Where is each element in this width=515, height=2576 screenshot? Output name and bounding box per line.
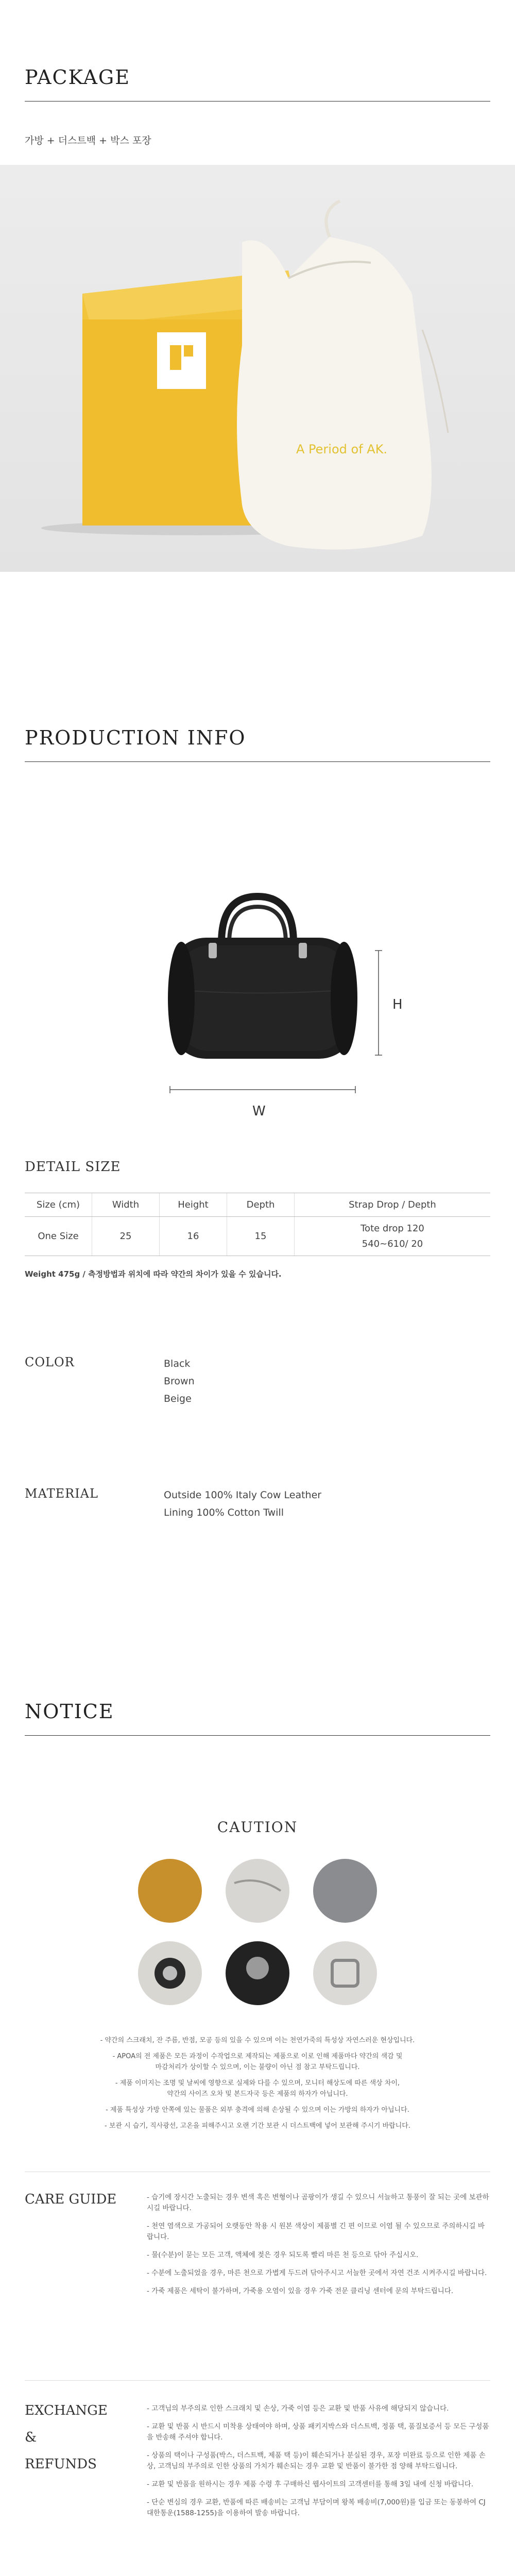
production-info-divider <box>25 761 490 762</box>
box-logo-icon <box>157 332 206 389</box>
care-item: - 천연 염색으로 가공되어 오랫동안 착용 시 원본 색상이 제품별 긴 편 이므로 이염 될 수 있으므로 주의하시길 바랍니다. <box>147 2222 485 2241</box>
caution-heading: CAUTION <box>217 1819 298 1836</box>
notice-line: - 보관 시 습기, 직사광선, 고온을 피해주시고 오랜 기간 보관 시 더스트백에 넣어 보관해 주시기 바랍니다. <box>105 2122 410 2130</box>
grain-texture-icon <box>313 1859 377 1923</box>
care-guide-list <box>147 2192 489 2304</box>
notice-title: NOTICE <box>25 1700 114 1723</box>
notice-line: - 제품 특성상 가방 안쪽에 있는 물품은 외부 충격에 의해 손상될 수 있으며 이는 가방의 하자가 아닙니다. <box>106 2106 409 2114</box>
bag-illustration <box>0 773 515 1144</box>
notice-line: - 제품 이미지는 조명 및 날씨에 영향으로 실제와 다를 수 있으며, 모니터 해상도에 따른 색상 차이, <box>115 2079 400 2087</box>
notice-line: 마감처리가 상이할 수 있으며, 이는 불량이 아닌 점 참고 부탁드립니다. <box>155 2063 360 2071</box>
table-cell: One Size <box>25 1217 92 1256</box>
table-cell: 16 <box>160 1217 227 1256</box>
product-photo <box>0 773 515 1144</box>
leather-texture-icon <box>138 1859 202 1923</box>
material-label: MATERIAL <box>25 1486 98 1501</box>
exchange-item: - 고객님의 부주의로 인한 스크래치 및 손상, 가죽 이염 등은 교환 및 반품 사유에 해당되지 않습니다. <box>147 2404 449 2413</box>
strap-tote-drop: Tote drop 120 <box>360 1223 424 1234</box>
table-header: Strap Drop / Depth <box>295 1193 491 1217</box>
exchange-title-line: & <box>25 2430 37 2445</box>
color-list <box>164 1355 195 1408</box>
exchange-title-line: EXCHANGE <box>25 2403 108 2418</box>
detail-size-title: DETAIL SIZE <box>25 1159 121 1175</box>
exchange-item: - 교환 및 반품 시 반드시 미착용 상태여야 하며, 상품 패키지박스와 더스트백, 정품 택, 품질보증서 등 모든 구성품을 반송해 주셔야 합니다. <box>147 2422 489 2442</box>
table-cell <box>295 1217 491 1256</box>
table-header: Size (cm) <box>25 1193 92 1217</box>
exchange-title-line: REFUNDS <box>25 2456 97 2472</box>
package-illustration <box>0 165 515 572</box>
notice-line: - 약간의 스크래치, 잔 주름, 반점, 모공 등의 있을 수 있으며 이는 천연가죽의 특성상 자연스러운 현상입니다. <box>100 2037 415 2044</box>
notice-line: - APOA의 전 제품은 모든 과정이 수작업으로 제작되는 제품으로 이로 인해 제품마다 약간의 색감 및 <box>112 2053 403 2060</box>
table-header: Height <box>160 1193 227 1217</box>
height-label: H <box>392 997 403 1012</box>
care-item: - 습기에 장시간 노출되는 경우 변색 혹은 변형이나 곰팡이가 생길 수 있으니 서늘하고 통풍이 잘 되는 곳에 보관하시길 바랍니다. <box>147 2193 489 2212</box>
color-item: Beige <box>164 1393 192 1404</box>
material-item: Outside 100% Italy Cow Leather <box>164 1489 322 1501</box>
table-header: Width <box>92 1193 160 1217</box>
dust-bag-print: A Period of AK. <box>296 442 388 456</box>
notice-text <box>31 2035 484 2131</box>
package-subtitle: 가방 + 더스트백 + 박스 포장 <box>25 135 151 146</box>
width-label: W <box>252 1104 266 1119</box>
package-photo <box>0 165 515 572</box>
size-table <box>25 1193 490 1256</box>
exchange-item: - 교환 및 반품을 원하시는 경우 제품 수령 후 구매하신 웹사이트의 고객센터를 통해 3일 내에 신청 바랍니다. <box>147 2480 474 2488</box>
table-cell: 25 <box>92 1217 160 1256</box>
exchange-item: - 단순 변심의 경우 교환, 반품에 따른 배송비는 고객님 부담이며 왕복 배송비(7,000원)를 입금 또는 동봉하여 CJ대한통운(1588-1255)을 이용하여 발송 바랍니다. <box>147 2498 486 2517</box>
exchange-list <box>147 2403 489 2526</box>
table-cell: 15 <box>227 1217 295 1256</box>
caution-image-grid <box>134 1855 381 2011</box>
table-header: Depth <box>227 1193 295 1217</box>
material-item: Lining 100% Cotton Twill <box>164 1507 284 1518</box>
strap-drop-depth: 540~610/ 20 <box>362 1238 423 1249</box>
care-item: - 물(수분)이 묻는 모든 고객, 액체에 젖은 경우 되도록 빨리 마른 천 등으로 닦아 주십시오. <box>147 2251 419 2259</box>
notice-divider <box>25 1735 490 1736</box>
material-list <box>164 1486 321 1521</box>
size-table-row <box>25 1217 490 1256</box>
package-title: PACKAGE <box>25 66 130 89</box>
exchange-divider <box>25 2380 490 2381</box>
care-item: - 수분에 노출되었을 경우, 마른 천으로 가볍게 두드려 닦아주시고 서늘한 곳에서 자연 건조 시켜주시길 바랍니다. <box>147 2269 487 2277</box>
weight-note: Weight 475g / 측정방법과 위치에 따라 약간의 차이가 있을 수 있습니다. <box>25 1269 282 1279</box>
production-info-title: PRODUCTION INFO <box>25 726 246 749</box>
size-table-header <box>25 1193 490 1217</box>
caution-images <box>134 1855 381 2009</box>
color-label: COLOR <box>25 1355 75 1369</box>
notice-line: 약간의 사이즈 오차 및 본드자국 등은 제품의 하자가 아닙니다. <box>167 2090 348 2098</box>
care-item: - 가죽 제품은 세탁이 불가하며, 가죽용 오염이 있을 경우 가죽 전문 클리닝 센터에 문의 부탁드립니다. <box>147 2287 454 2295</box>
exchange-title <box>25 2401 108 2474</box>
color-item: Brown <box>164 1376 195 1387</box>
color-item: Black <box>164 1358 191 1369</box>
exchange-item: - 상품의 택이나 구성품(박스, 더스트백, 제품 택 등)이 훼손되거나 분실된 경우, 포장 미완료 등으로 인한 제품 손상, 고객님의 부주의로 인한 상품의 가치가 훼손되는 경우 교환 및 반품이 불가한 점 양해 부탁드립니다. <box>147 2451 486 2470</box>
care-guide-title: CARE GUIDE <box>25 2192 117 2207</box>
buckle-icon <box>313 1941 377 2005</box>
